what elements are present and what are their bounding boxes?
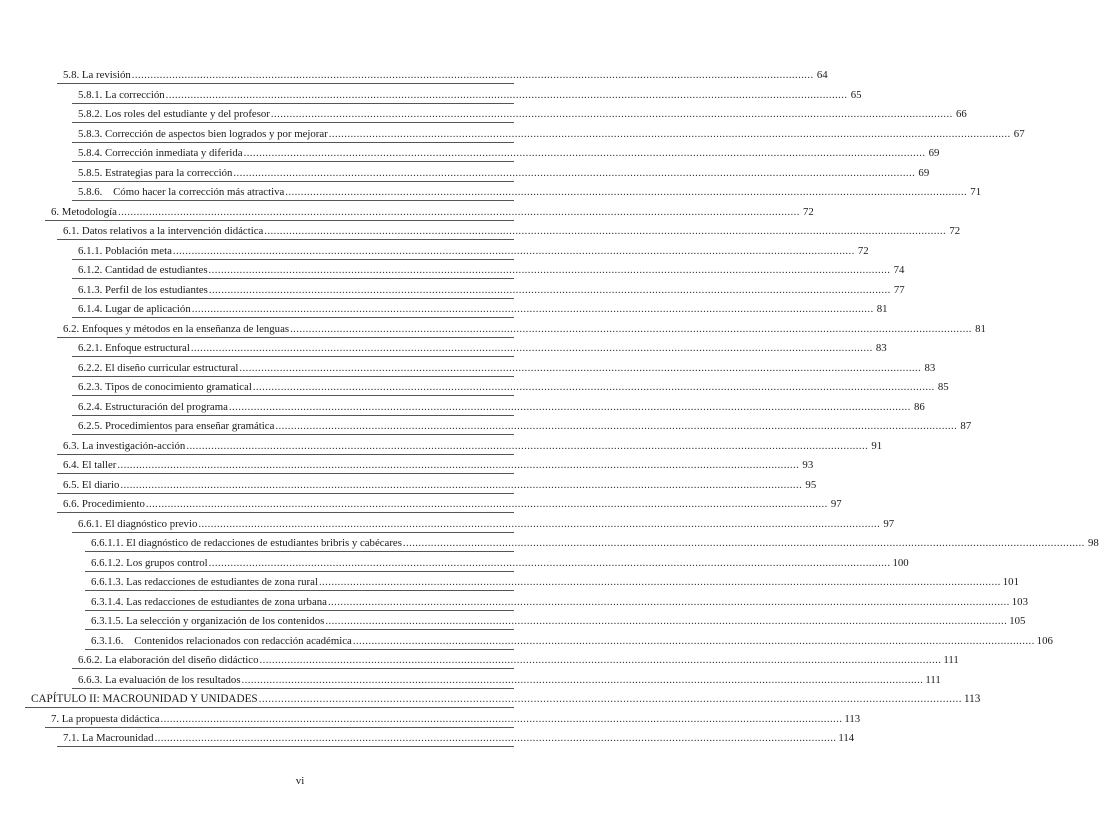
toc-entry	[0, 144, 940, 164]
row-underline	[72, 278, 514, 279]
toc-entry	[0, 632, 1053, 652]
toc-entry-title: Procedimiento	[81, 498, 145, 510]
dot-leader: ............................................................................................................................................................................................................................	[243, 147, 926, 159]
toc-entry	[0, 593, 1028, 613]
toc-entry-page: 113	[963, 693, 981, 705]
dot-leader: ............................................................................................................................................................................................................................	[241, 673, 924, 686]
dot-leader: ............................................................................................................................................................................................................................	[258, 693, 962, 705]
row-underline	[85, 610, 514, 611]
dot-leader: ............................................................................................................................................................................................................................	[186, 439, 869, 452]
toc-entry-page: 101	[1002, 576, 1019, 588]
toc-entry-number: 7.1.	[63, 732, 82, 744]
toc-entry-title: Cantidad de estudiantes	[105, 264, 208, 276]
dot-leader: ............................................................................................................................................................................................................................	[208, 283, 891, 296]
toc-entry-page: 69	[928, 147, 940, 159]
toc-entry	[0, 671, 941, 691]
toc-entry-title: Corrección inmediata y diferida	[105, 147, 243, 159]
toc-entry-title: La evaluación de los resultados	[105, 673, 241, 686]
toc-entry	[0, 417, 972, 437]
toc-entry-page: 97	[830, 498, 842, 510]
row-underline	[85, 629, 514, 630]
toc-entry	[0, 729, 855, 749]
dot-leader: ............................................................................................................................................................................................................................	[352, 634, 1035, 647]
toc-entry-number: 6.6.1.2.	[91, 556, 127, 569]
toc-entry-title: La revisión	[81, 69, 131, 81]
toc-entry	[0, 183, 982, 203]
row-underline	[72, 688, 514, 689]
toc-entry-number: 5.8.4.	[78, 147, 105, 159]
toc-entry-title: Estructuración del programa	[105, 400, 228, 413]
toc-entry-page: 81	[876, 303, 888, 315]
row-underline	[72, 434, 514, 435]
toc-entry	[0, 612, 1026, 632]
dot-leader: ............................................................................................................................................................................................................................	[120, 478, 803, 491]
toc-entry-page: 81	[975, 322, 986, 335]
toc-entry-title: Metodología	[61, 205, 117, 218]
row-underline	[72, 181, 514, 182]
row-underline	[72, 122, 514, 123]
row-underline	[57, 512, 514, 513]
row-underline	[57, 746, 514, 747]
toc-entry-number: 6.2.2.	[78, 361, 105, 374]
row-underline	[72, 161, 514, 162]
toc-entry-title: Los grupos control	[126, 556, 208, 569]
toc-entry-page: 72	[857, 244, 869, 257]
toc-entry-title: Estrategias para la corrección	[105, 166, 233, 179]
toc-entry-number: 5.8.5.	[78, 166, 105, 179]
toc-entry-page: 77	[893, 283, 905, 296]
toc-entry-page: 67	[1013, 127, 1025, 140]
toc-entry-title: CAPÍTULO II: MACROUNIDAD Y UNIDADES	[31, 693, 258, 705]
row-underline	[85, 590, 514, 591]
toc-entry-number: 6.3.1.4.	[91, 595, 127, 608]
toc-entry-page: 87	[960, 420, 972, 432]
toc-entry-page: 114	[838, 732, 855, 744]
row-underline	[45, 220, 514, 221]
toc-entry-number: 6.4.	[63, 459, 82, 471]
toc-entry-title: Los roles del estudiante y del profesor	[105, 108, 270, 120]
toc-entry-page: 71	[970, 186, 982, 198]
toc-entry-number: 6.6.2.	[78, 654, 105, 666]
toc-entry-title: Población meta	[105, 244, 172, 257]
dot-leader: ............................................................................................................................................................................................................................	[233, 166, 916, 179]
toc-entry	[0, 300, 888, 320]
toc-entry-number: 6.1.	[63, 225, 82, 237]
dot-leader: ............................................................................................................................................................................................................................	[131, 69, 814, 81]
dot-leader: ............................................................................................................................................................................................................................	[228, 400, 911, 413]
toc-entry	[0, 281, 905, 301]
toc-entry-title: El taller	[81, 459, 117, 471]
toc-entry-number: 6.1.2.	[78, 264, 105, 276]
dot-leader: ............................................................................................................................................................................................................................	[275, 420, 958, 432]
dot-leader: ............................................................................................................................................................................................................................	[327, 595, 1010, 608]
toc-entry-page: 65	[850, 88, 862, 101]
toc-entry-title: La elaboración del diseño didáctico	[105, 654, 259, 666]
toc-entry-page: 86	[913, 400, 925, 413]
dot-leader: ............................................................................................................................................................................................................................	[259, 654, 942, 666]
toc-entry-number: 6.2.5.	[78, 420, 105, 432]
toc-entry-number: 5.8.6.	[78, 186, 105, 198]
row-underline	[72, 395, 514, 396]
toc-entry	[0, 339, 887, 359]
toc-entry	[0, 164, 930, 184]
toc-entry	[0, 437, 883, 457]
toc-entry-number: 6.2.3.	[78, 381, 105, 393]
table-of-contents	[0, 66, 1099, 749]
toc-entry-number: 5.8.1.	[78, 88, 105, 101]
toc-entry-page: 64	[816, 69, 828, 81]
toc-entry-number: 7.	[51, 712, 62, 725]
toc-entry-number: 6.2.4.	[78, 400, 105, 413]
dot-leader: ............................................................................................................................................................................................................................	[402, 537, 1085, 549]
row-underline	[85, 649, 514, 650]
row-underline	[57, 83, 514, 84]
toc-entry-title: Las redacciones de estudiantes de zona urbana	[126, 595, 327, 608]
toc-entry	[0, 203, 814, 223]
row-underline	[45, 727, 514, 728]
toc-entry-number: 6.6.1.3.	[91, 576, 127, 588]
toc-entry-title: Corrección de aspectos bien logrados y por mejorar	[105, 127, 328, 140]
toc-entry	[0, 456, 814, 476]
toc-entry-title: El diario	[81, 478, 120, 491]
toc-entry-page: 93	[802, 459, 814, 471]
toc-entry-title: Lugar de aplicación	[105, 303, 191, 315]
toc-entry	[0, 105, 967, 125]
toc-entry-number: 6.3.1.6.	[91, 634, 127, 647]
toc-entry-title: Procedimientos para enseñar gramática	[105, 420, 275, 432]
toc-entry-number: 6.2.1.	[78, 342, 105, 354]
dot-leader: ............................................................................................................................................................................................................................	[270, 108, 953, 120]
toc-entry-page: 100	[892, 556, 909, 569]
row-underline	[72, 317, 514, 318]
dot-leader: ............................................................................................................................................................................................................................	[190, 342, 873, 354]
toc-entry-number: 6.1.4.	[78, 303, 105, 315]
toc-entry-number: 6.3.	[63, 439, 82, 452]
toc-entry-page: 91	[871, 439, 883, 452]
dot-leader: ............................................................................................................................................................................................................................	[252, 381, 935, 393]
toc-entry-title: La selección y organización de los contenidos	[126, 615, 325, 627]
row-underline	[57, 493, 514, 494]
toc-entry-title: Las redacciones de estudiantes de zona rural	[126, 576, 318, 588]
toc-entry-number: 6.2.	[63, 322, 82, 335]
toc-entry-page: 111	[943, 654, 959, 666]
row-underline	[57, 239, 514, 240]
toc-entry	[0, 222, 961, 242]
row-underline	[72, 298, 514, 299]
dot-leader: ............................................................................................................................................................................................................................	[198, 517, 881, 530]
row-underline	[57, 337, 514, 338]
dot-leader: ............................................................................................................................................................................................................................	[325, 615, 1008, 627]
toc-entry-number: 5.8.2.	[78, 108, 105, 120]
dot-leader: ............................................................................................................................................................................................................................	[285, 186, 968, 198]
toc-entry-title: El diagnóstico previo	[105, 517, 198, 530]
toc-entry-title: La Macrounidad	[81, 732, 154, 744]
toc-entry-page: 103	[1011, 595, 1028, 608]
toc-entry-page: 106	[1036, 634, 1053, 647]
row-underline	[72, 356, 514, 357]
toc-entry-title: El diagnóstico de redacciones de estudiantes bribris y cabécares	[126, 537, 402, 549]
toc-entry-page: 95	[805, 478, 817, 491]
toc-entry-number: 6.6.	[63, 498, 82, 510]
toc-entry	[0, 320, 986, 340]
row-underline	[72, 103, 514, 104]
dot-leader: ............................................................................................................................................................................................................................	[117, 459, 800, 471]
row-underline	[72, 532, 514, 533]
toc-entry	[0, 690, 981, 710]
toc-entry	[0, 495, 842, 515]
row-underline	[72, 200, 514, 201]
toc-entry-number: 6.6.1.	[78, 517, 105, 530]
toc-entry-number: 5.8.3.	[78, 127, 105, 140]
toc-entry	[0, 651, 959, 671]
toc-entry-page: 97	[883, 517, 895, 530]
row-underline	[72, 376, 514, 377]
row-underline	[72, 415, 514, 416]
row-underline	[85, 571, 514, 572]
toc-entry-page: 66	[955, 108, 967, 120]
toc-entry-number: 6.5.	[63, 478, 82, 491]
dot-leader: ............................................................................................................................................................................................................................	[264, 225, 947, 237]
dot-leader: ............................................................................................................................................................................................................................	[208, 264, 891, 276]
dot-leader: ............................................................................................................................................................................................................................	[145, 498, 828, 510]
dot-leader: ............................................................................................................................................................................................................................	[208, 556, 891, 569]
toc-entry-page: 83	[924, 361, 936, 374]
toc-entry-number: 6.1.1.	[78, 244, 105, 257]
toc-entry-page: 72	[949, 225, 961, 237]
toc-entry-number: 6.3.1.5.	[91, 615, 127, 627]
row-underline	[72, 668, 514, 669]
row-underline	[25, 707, 514, 708]
toc-entry-number: 6.6.3.	[78, 673, 105, 686]
toc-entry-number: 6.	[51, 205, 62, 218]
dot-leader: ............................................................................................................................................................................................................................	[328, 127, 1011, 140]
toc-entry-title: La corrección	[105, 88, 165, 101]
dot-leader: ............................................................................................................................................................................................................................	[160, 712, 843, 725]
toc-entry	[0, 261, 905, 281]
toc-entry-title: Enfoques y métodos en la enseñanza de lenguas	[81, 322, 290, 335]
row-underline	[72, 259, 514, 260]
row-underline	[72, 142, 514, 143]
toc-entry-title: Cómo hacer la corrección más atractiva	[105, 186, 285, 198]
toc-entry-number: 6.1.3.	[78, 283, 105, 296]
toc-entry-page: 83	[875, 342, 887, 354]
toc-entry	[0, 242, 869, 262]
toc-entry-page: 72	[803, 205, 814, 218]
toc-entry-title: Datos relativos a la intervención didáctica	[81, 225, 264, 237]
toc-entry-title: Tipos de conocimiento gramatical	[105, 381, 252, 393]
toc-entry-title: Contenidos relacionados con redacción académica	[126, 634, 352, 647]
dot-leader: ............................................................................................................................................................................................................................	[154, 732, 837, 744]
page-number: vi	[295, 775, 305, 787]
dot-leader: ............................................................................................................................................................................................................................	[239, 361, 922, 374]
toc-entry-title: La investigación-acción	[81, 439, 186, 452]
dot-leader: ............................................................................................................................................................................................................................	[117, 205, 800, 218]
toc-entry	[0, 710, 861, 730]
dot-leader: ............................................................................................................................................................................................................................	[318, 576, 1001, 588]
toc-entry-page: 98	[1087, 537, 1099, 549]
toc-entry	[0, 359, 936, 379]
toc-entry	[0, 86, 862, 106]
dot-leader: ............................................................................................................................................................................................................................	[191, 303, 874, 315]
toc-entry-title: Enfoque estructural	[105, 342, 190, 354]
toc-entry-number: 6.6.1.1.	[91, 537, 127, 549]
toc-entry	[0, 378, 949, 398]
dot-leader: ............................................................................................................................................................................................................................	[165, 88, 848, 101]
toc-entry	[0, 398, 925, 418]
toc-entry	[0, 125, 1025, 145]
toc-entry	[0, 534, 1099, 554]
toc-entry	[0, 476, 817, 496]
toc-entry-number: 5.8.	[63, 69, 82, 81]
dot-leader: ............................................................................................................................................................................................................................	[172, 244, 855, 257]
toc-entry-page: 113	[844, 712, 861, 725]
dot-leader: ............................................................................................................................................................................................................................	[290, 322, 972, 335]
toc-entry-page: 69	[918, 166, 930, 179]
row-underline	[57, 454, 514, 455]
toc-entry-title: El diseño curricular estructural	[105, 361, 239, 374]
toc-entry	[0, 66, 828, 86]
toc-entry	[0, 515, 895, 535]
row-underline	[85, 551, 514, 552]
toc-entry-title: La propuesta didáctica	[61, 712, 160, 725]
toc-entry	[0, 554, 909, 574]
toc-entry-page: 105	[1009, 615, 1026, 627]
row-underline	[57, 473, 514, 474]
toc-entry	[0, 573, 1019, 593]
toc-entry-title: Perfil de los estudiantes	[105, 283, 208, 296]
toc-entry-page: 74	[893, 264, 905, 276]
toc-entry-page: 85	[937, 381, 949, 393]
toc-entry-page: 111	[925, 673, 941, 686]
